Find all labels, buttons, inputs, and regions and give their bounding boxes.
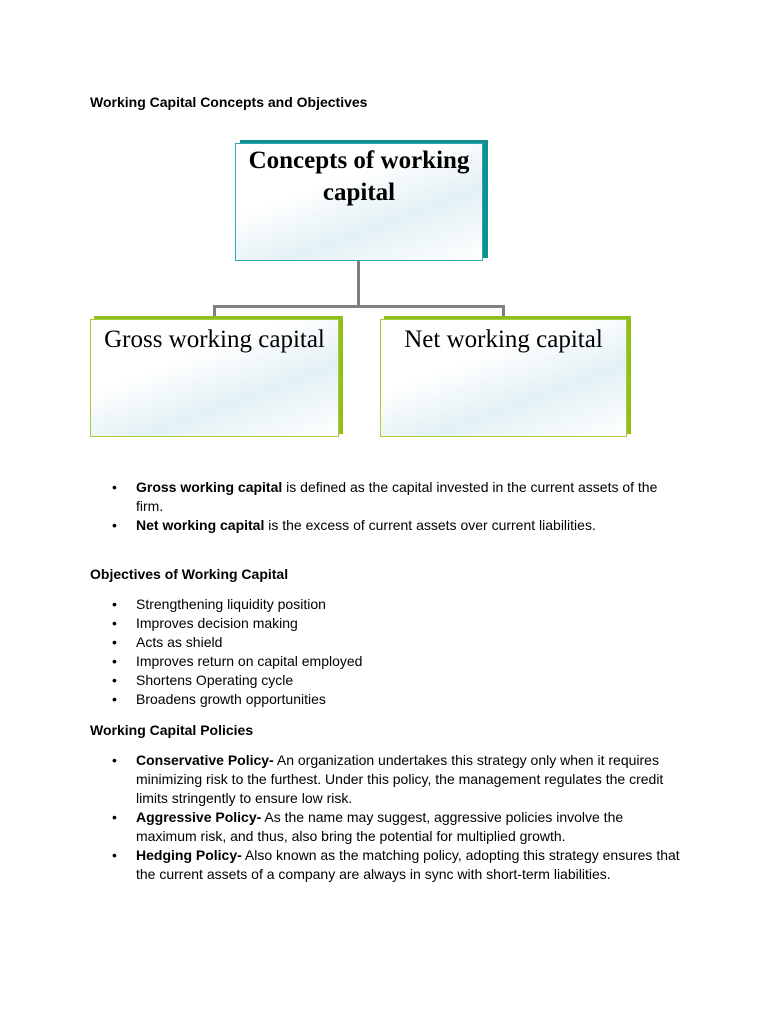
policies-list <box>112 751 682 884</box>
policies-heading: Working Capital Policies <box>90 722 254 738</box>
list-item <box>112 671 682 690</box>
bullet-icon: • <box>112 653 117 669</box>
policy-text: Also known as the matching policy, adopting this strategy ensures that the current assets of a company are always in sync with short-term liabilities. <box>136 847 680 882</box>
bullet-icon: • <box>112 479 117 495</box>
diagram-left-box <box>90 319 339 437</box>
list-item <box>112 516 682 535</box>
bullet-icon: • <box>112 809 117 825</box>
list-item <box>112 690 682 709</box>
bullet-icon: • <box>112 752 117 768</box>
list-item <box>112 614 682 633</box>
objective-text: Acts as shield <box>136 634 223 650</box>
bullet-icon: • <box>112 615 117 631</box>
diagram-root-box <box>235 143 483 261</box>
diagram-connector-horizontal <box>213 305 505 308</box>
definition-term: Net working capital <box>136 517 265 533</box>
definitions-list <box>112 478 682 535</box>
definition-text: is the excess of current assets over current liabilities. <box>264 517 596 533</box>
objective-text: Strengthening liquidity position <box>136 596 326 612</box>
objective-text: Improves return on capital employed <box>136 653 363 669</box>
objectives-list <box>112 595 682 709</box>
list-item <box>112 478 682 516</box>
policy-text: As the name may suggest, aggressive policies involve the maximum risk, and thus, also bring the potential for multiplied growth. <box>136 809 624 844</box>
bullet-icon: • <box>112 847 117 863</box>
bullet-icon: • <box>112 691 117 707</box>
list-item <box>112 808 682 846</box>
diagram-right-label: Net working capital <box>404 326 603 353</box>
policy-text: An organization undertakes this strategy only when it requires minimizing risk to the furthest. Under this policy, the management regulates the credit limits stringently to ensure low risk. <box>136 752 664 806</box>
definition-term: Gross working capital <box>136 479 283 495</box>
diagram-connector-vertical <box>357 261 360 306</box>
diagram-connector-right <box>502 305 505 319</box>
policy-term: Conservative Policy- <box>136 752 274 768</box>
bullet-icon: • <box>112 672 117 688</box>
objective-text: Broadens growth opportunities <box>136 691 326 707</box>
list-item <box>112 846 682 884</box>
policy-term: Hedging Policy- <box>136 847 242 863</box>
objectives-heading: Objectives of Working Capital <box>90 566 289 582</box>
objective-text: Shortens Operating cycle <box>136 672 294 688</box>
bullet-icon: • <box>112 634 117 650</box>
list-item <box>112 595 682 614</box>
list-item <box>112 652 682 671</box>
diagram-root-label: Concepts of working capital <box>248 147 470 206</box>
objective-text: Improves decision making <box>136 615 298 631</box>
diagram-right-box <box>380 319 627 437</box>
list-item <box>112 633 682 652</box>
page-title: Working Capital Concepts and Objectives <box>90 94 368 110</box>
diagram-connector-left <box>213 305 216 319</box>
diagram-left-label: Gross working capital <box>104 326 325 353</box>
bullet-icon: • <box>112 596 117 612</box>
definition-text: is defined as the capital invested in the current assets of the firm. <box>136 479 658 514</box>
list-item <box>112 751 682 808</box>
bullet-icon: • <box>112 517 117 533</box>
policy-term: Aggressive Policy- <box>136 809 262 825</box>
